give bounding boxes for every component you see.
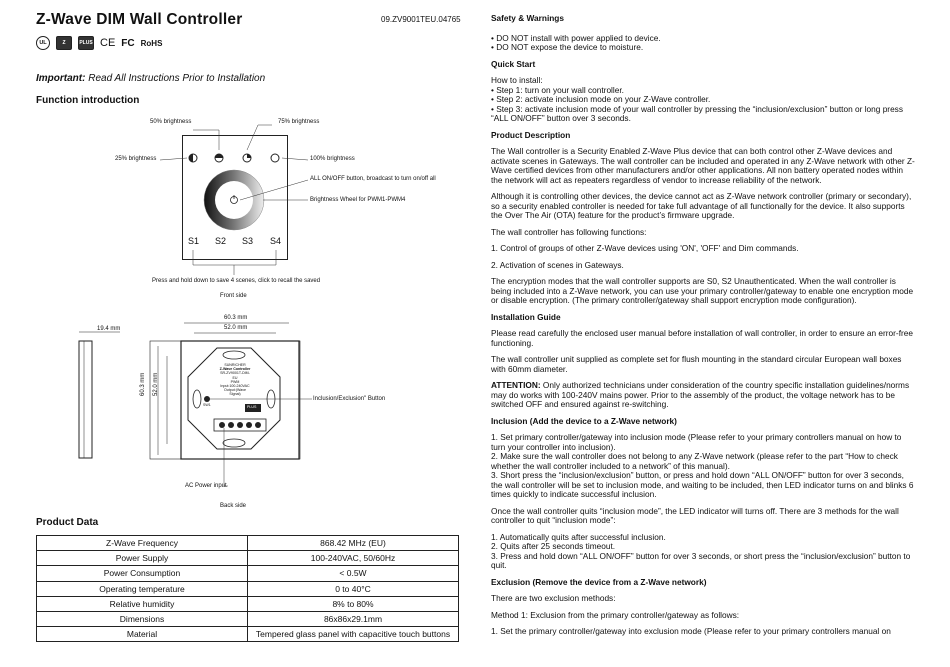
label-back-side: Back side [220, 503, 247, 509]
paragraph: The wall controller unit supplied as complete set for flush mounting in the standard circular European wall boxes with 60mm diameter. [491, 354, 902, 374]
right-column [491, 14, 916, 637]
scene-button-s1: S1 [188, 236, 200, 246]
important-text: Read All Instructions Prior to Installation [88, 73, 266, 84]
scene-button-s3: S3 [242, 236, 254, 246]
spec-value: 868.42 MHz (EU) [248, 536, 459, 551]
spec-key: Power Consumption [37, 566, 248, 581]
attention-lead: ATTENTION: [491, 380, 541, 390]
paragraph: 1. Control of groups of other Z-Wave devices using 'ON', 'OFF' and Dim commands. [491, 243, 799, 253]
quick-list [491, 86, 916, 124]
pcb-line: Z-Wave Controller [219, 367, 251, 372]
label-50-brightness: 50% brightness [150, 119, 192, 125]
paragraph: Although it is controlling other devices, the device cannot act as Z-Wave network controller (primary or secondary), so a security enabled controller is needed for take full advantage of all functionally for the device. It also supports the Over The Air (OTA) feature for the product’s firmware upgrade. [491, 191, 912, 220]
spec-value: Tempered glass panel with capacitive touch buttons [248, 627, 459, 642]
paragraph: 1. Automatically quits after successful inclusion. [491, 531, 666, 542]
list-item: • Step 2: activate inclusion mode on your Z-Wave controller. [491, 95, 916, 105]
function-intro-heading: Function introduction [36, 95, 140, 106]
table-row [37, 611, 459, 626]
list-item: • DO NOT install with power applied to device. [491, 34, 916, 44]
pcb-line: Input:100-240VAC [220, 384, 250, 389]
inclusion-heading: Inclusion (Add the device to a Z-Wave network) [491, 415, 677, 426]
product-data-table [36, 535, 459, 642]
spec-key: Operating temperature [37, 581, 248, 596]
label-scene-hold: Press and hold down to save 4 scenes, click to recall the saved [152, 278, 321, 284]
paragraph: Method 1: Exclusion from the primary controller/gateway as follows: [491, 609, 740, 620]
list-item: • DO NOT expose the device to moisture. [491, 43, 916, 53]
dim-width-inner: 52.0 mm [224, 325, 248, 331]
spec-value: 86x86x29.1mm [248, 611, 459, 626]
label-ac-power: AC Power input [185, 483, 227, 489]
pcb-line: PWM [230, 379, 240, 384]
pcb-label [218, 363, 252, 397]
pcb-line: Output:(Wave Signal) [223, 388, 247, 397]
paragraph: Please read carefully the enclosed user manual before installation of wall controller, in order to ensure an error-free functioning. [491, 328, 913, 348]
quick-start-heading: Quick Start [491, 58, 536, 69]
dim-width-outer: 60.3 mm [224, 315, 248, 321]
paragraph: 2. Quits after 25 seconds timeout. [491, 541, 616, 551]
label-wheel: Brightness Wheel for PWM1-PWM4 [310, 197, 406, 203]
dim-height-outer-text: 60.3 mm [140, 372, 146, 396]
pcb-line: SR-ZV9001T-DIM-EU [220, 371, 250, 380]
safety-list [491, 34, 916, 53]
spec-key: Material [37, 627, 248, 642]
label-100-brightness: 100% brightness [310, 156, 355, 162]
document-code: 09.ZV9001TEU.04765 [381, 15, 461, 24]
zwave-plus-logo: PLUS [78, 36, 94, 50]
ul-logo: UL [36, 36, 50, 50]
pcb-plus: PLUS [247, 405, 257, 409]
table-row [37, 536, 459, 551]
table-row [37, 566, 459, 581]
rohs-logo: RoHS [140, 38, 163, 48]
label-front-side: Front side [220, 293, 247, 299]
label-inclusion-button: Inclusion/Exclusion" Button [313, 396, 386, 402]
spec-value: 0 to 40°C [248, 581, 459, 596]
spec-key: Power Supply [37, 551, 248, 566]
label-all-onoff: ALL ON/OFF button, broadcast to turn on/off all [310, 176, 436, 182]
paragraph: 1. Set the primary controller/gateway into exclusion mode (Please refer to your primary controllers manual on [491, 626, 891, 636]
paragraph: There are two exclusion methods: [491, 593, 616, 603]
dim-height-inner-text: 52.0 mm [153, 372, 159, 396]
paragraph: 1. Set primary controller/gateway into inclusion mode (Please refer to your primary controllers manual on how to turn your controller into inclusion). [491, 432, 902, 452]
safety-heading: Safety & Warnings [491, 13, 564, 23]
table-row [37, 581, 459, 596]
dim-height-outer [140, 373, 146, 396]
list-item: • Step 3: activate inclusion mode of your wall controller by pressing the “inclusion/exclusion” button or long press “ALL ON/OFF” button over 3 seconds. [491, 105, 916, 124]
dim-thickness: 19.4 mm [97, 326, 121, 332]
fcc-logo: FC [121, 37, 135, 49]
spec-key: Z-Wave Frequency [37, 536, 248, 551]
spec-value: < 0.5W [248, 566, 459, 581]
scene-button-s2: S2 [215, 236, 227, 246]
spec-value: 100-240VAC, 50/60Hz [248, 551, 459, 566]
important-lead: Important: [36, 73, 86, 84]
paragraph: 2. Activation of scenes in Gateways. [491, 259, 624, 270]
paragraph: The encryption modes that the wall controller supports are S0, S2 Unauthenticated. When the wall controller is being included into a Z-Wave network, you can use your primary controller/gateway to enable one encryption mode or disable encryption. (The primary controller/gateway shall support encryption mode configuration). [491, 276, 914, 305]
pcb-sw1: SW1 [203, 403, 211, 407]
table-row [37, 596, 459, 611]
table-row [37, 627, 459, 642]
front-diagram [0, 0, 470, 510]
paragraph: 3. Press and hold down “ALL ON/OFF” button for over 3 seconds, or short press the “inclusion/exclusion” button to quit. [491, 550, 911, 570]
product-description-heading: Product Description [491, 129, 571, 140]
exclusion-heading: Exclusion (Remove the device from a Z-Wave network) [491, 576, 707, 587]
product-data-heading: Product Data [36, 517, 99, 528]
document-title: Z-Wave DIM Wall Controller [36, 11, 243, 28]
paragraph: The Wall controller is a Security Enabled Z-Wave Plus device that can both control other Z-Wave devices and activate scenes in Gateways. The wall controller can be included and operated in any Z-Wave network with other Z-Wave certified devices from other manufacturers and/or other applications. All non battery operated nodes within the network will act as repeaters regardless of vendor to increase reliability of the network. [491, 146, 915, 185]
attention-text: Only authorized technicians under consideration of the country specific installation guidelines/norms may do works with 100-240V mains power. Prior to the assembly of the product, the voltage network has to be switched OFF and ensured against re-switching. [491, 380, 910, 409]
installation-heading: Installation Guide [491, 311, 561, 322]
scene-button-s4: S4 [270, 236, 282, 246]
zwave-logo: Z [56, 36, 72, 50]
spec-key: Dimensions [37, 611, 248, 626]
table-row [37, 551, 459, 566]
ce-logo: CE [100, 37, 116, 49]
spec-key: Relative humidity [37, 596, 248, 611]
paragraph: 3. Short press the “inclusion/exclusion” button, or press and hold down “ALL ON/OFF” button for over 3 seconds, the wall controller will be set to inclusion mode, and waiting to be included, then LED indicator turns on and blinks 6 times quickly to indicate successful inclusion. [491, 470, 914, 499]
label-25-brightness: 25% brightness [115, 156, 157, 162]
list-item: • Step 1: turn on your wall controller. [491, 86, 916, 96]
paragraph: The wall controller has following functions: [491, 226, 647, 237]
pcb-line: SUNRICHER [224, 363, 246, 367]
paragraph: 2. Make sure the wall controller does not belong to any Z-Wave network (please refer to the part “How to check whether the wall controller included to a network” of this manual). [491, 451, 898, 471]
paragraph: Once the wall controller quits “inclusion mode”, the LED indicator will turns off. There are 3 methods for the wall controller to quit “inclusion mode”: [491, 505, 899, 525]
label-75-brightness: 75% brightness [278, 119, 320, 125]
spec-value: 8% to 80% [248, 596, 459, 611]
quick-intro: How to install: [491, 75, 543, 85]
attention-paragraph [491, 381, 916, 410]
dim-height-inner [153, 373, 159, 396]
